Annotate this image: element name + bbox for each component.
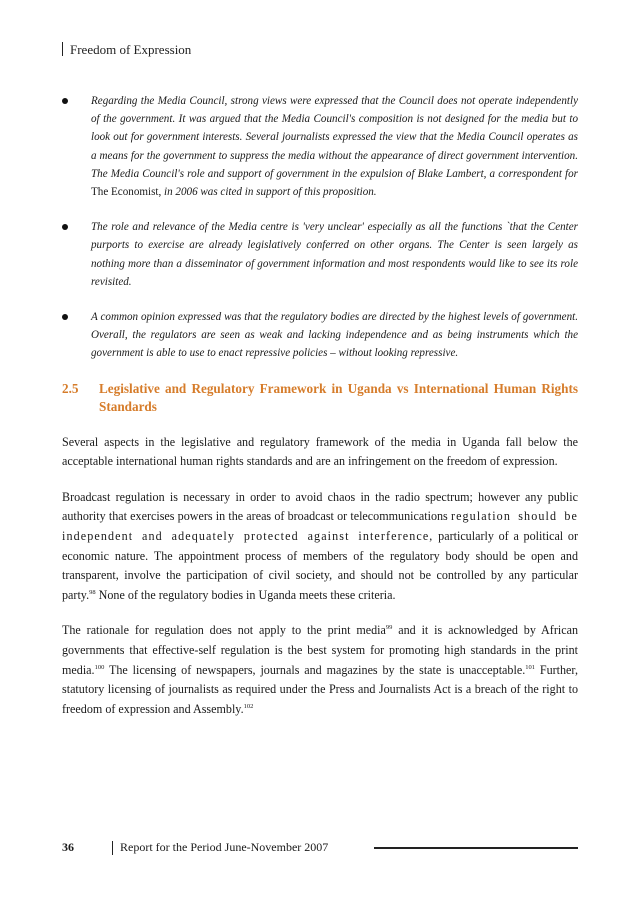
bullet-item xyxy=(62,218,578,291)
page-content xyxy=(62,92,578,719)
bullet-text: Regarding the Media Council, strong views were expressed that the Council does not operate independently of the government. It was argued that the Media Council's composition is not designed for the media but to look out for government interests. Several journalists expressed the view that the Media Council operates as a means for the government to suppress the media without the appearance of direct government intervention. The Media Council's role and support of government in the expulsion of Blake Lambert, a correspondent for xyxy=(91,95,578,180)
paragraph-text: regulation should be independent and adequately protected against interference, xyxy=(62,509,578,544)
paragraph-text: particularly of a political or economic nature. The appointment process of members of the regulatory body should be open and transparent, involve the participation of civil society, and should not be controlled by any particular party. xyxy=(62,529,578,602)
bullet-item xyxy=(62,308,578,363)
footnote-ref: 100 xyxy=(94,663,105,671)
section-title: Legislative and Regulatory Framework in Uganda vs International Human Rights Standards xyxy=(99,380,578,415)
paragraph-text: Further, statutory licensing of journalists as required under the Press and Journalists Act is a breach of the right to freedom of expression and Assembly. xyxy=(62,662,578,716)
bullet-dot xyxy=(62,224,68,230)
bullet-text: The role and relevance of the Media centre is 'very unclear' especially as all the functions `that the Center purports to exercise are already legislatively conferred on other organs. The Center is seen largely as nothing more than a disseminator of government information and most respondents would like to see its role revisited. xyxy=(91,221,578,288)
section-number: 2.5 xyxy=(62,380,79,396)
footnote-ref: 99 xyxy=(385,624,393,632)
section-heading xyxy=(62,380,578,417)
paragraph-text: Several aspects in the legislative and regulatory framework of the media in Uganda fall below the acceptable international human rights standards and are an infringement on the freedom of expression. xyxy=(62,434,578,469)
page-number: 36 xyxy=(62,840,74,854)
bullet-item xyxy=(62,92,578,201)
body-paragraph xyxy=(62,621,578,719)
bullet-text-tail: in 2006 was cited in support of this proposition. xyxy=(161,186,377,199)
running-header xyxy=(62,42,191,58)
bullet-list xyxy=(62,92,578,363)
paragraph-text: and it is acknowledged by African governments that effective-self regulation is the best system for promoting high standards in the print media. xyxy=(62,623,578,677)
paragraph-text: None of the regulatory bodies in Uganda meets these criteria. xyxy=(95,587,396,602)
footnote-ref: 101 xyxy=(525,663,535,671)
footer-divider xyxy=(112,841,113,855)
bullet-text: A common opinion expressed was that the regulatory bodies are directed by the highest levels of government. Overall, the regulators are seen as weak and lacking independence and as being instruments which the government is able to use to enact repressive policies – without looking repressive. xyxy=(91,311,578,360)
footnote-ref: 98 xyxy=(89,588,96,596)
header-title: Freedom of Expression xyxy=(70,42,192,57)
bullet-dot xyxy=(62,98,68,104)
paragraph-text: The licensing of newspapers, journals and magazines by the state is unacceptable. xyxy=(104,662,526,677)
page-footer xyxy=(62,840,578,856)
body-paragraph xyxy=(62,488,578,606)
footer-rule xyxy=(374,847,578,849)
publication-name: The Economist, xyxy=(91,186,162,199)
paragraph-text: Broadcast regulation is necessary in order to avoid chaos in the radio spectrum; however any public authority that exercises powers in the areas of broadcast or telecommunications xyxy=(62,489,578,524)
bullet-dot xyxy=(62,314,68,320)
footer-report-title: Report for the Period June-November 2007 xyxy=(120,840,329,854)
body-paragraph xyxy=(62,433,578,472)
footnote-ref: 102 xyxy=(243,702,254,710)
paragraph-text: The rationale for regulation does not apply to the print media xyxy=(62,623,386,638)
header-divider xyxy=(62,42,63,56)
